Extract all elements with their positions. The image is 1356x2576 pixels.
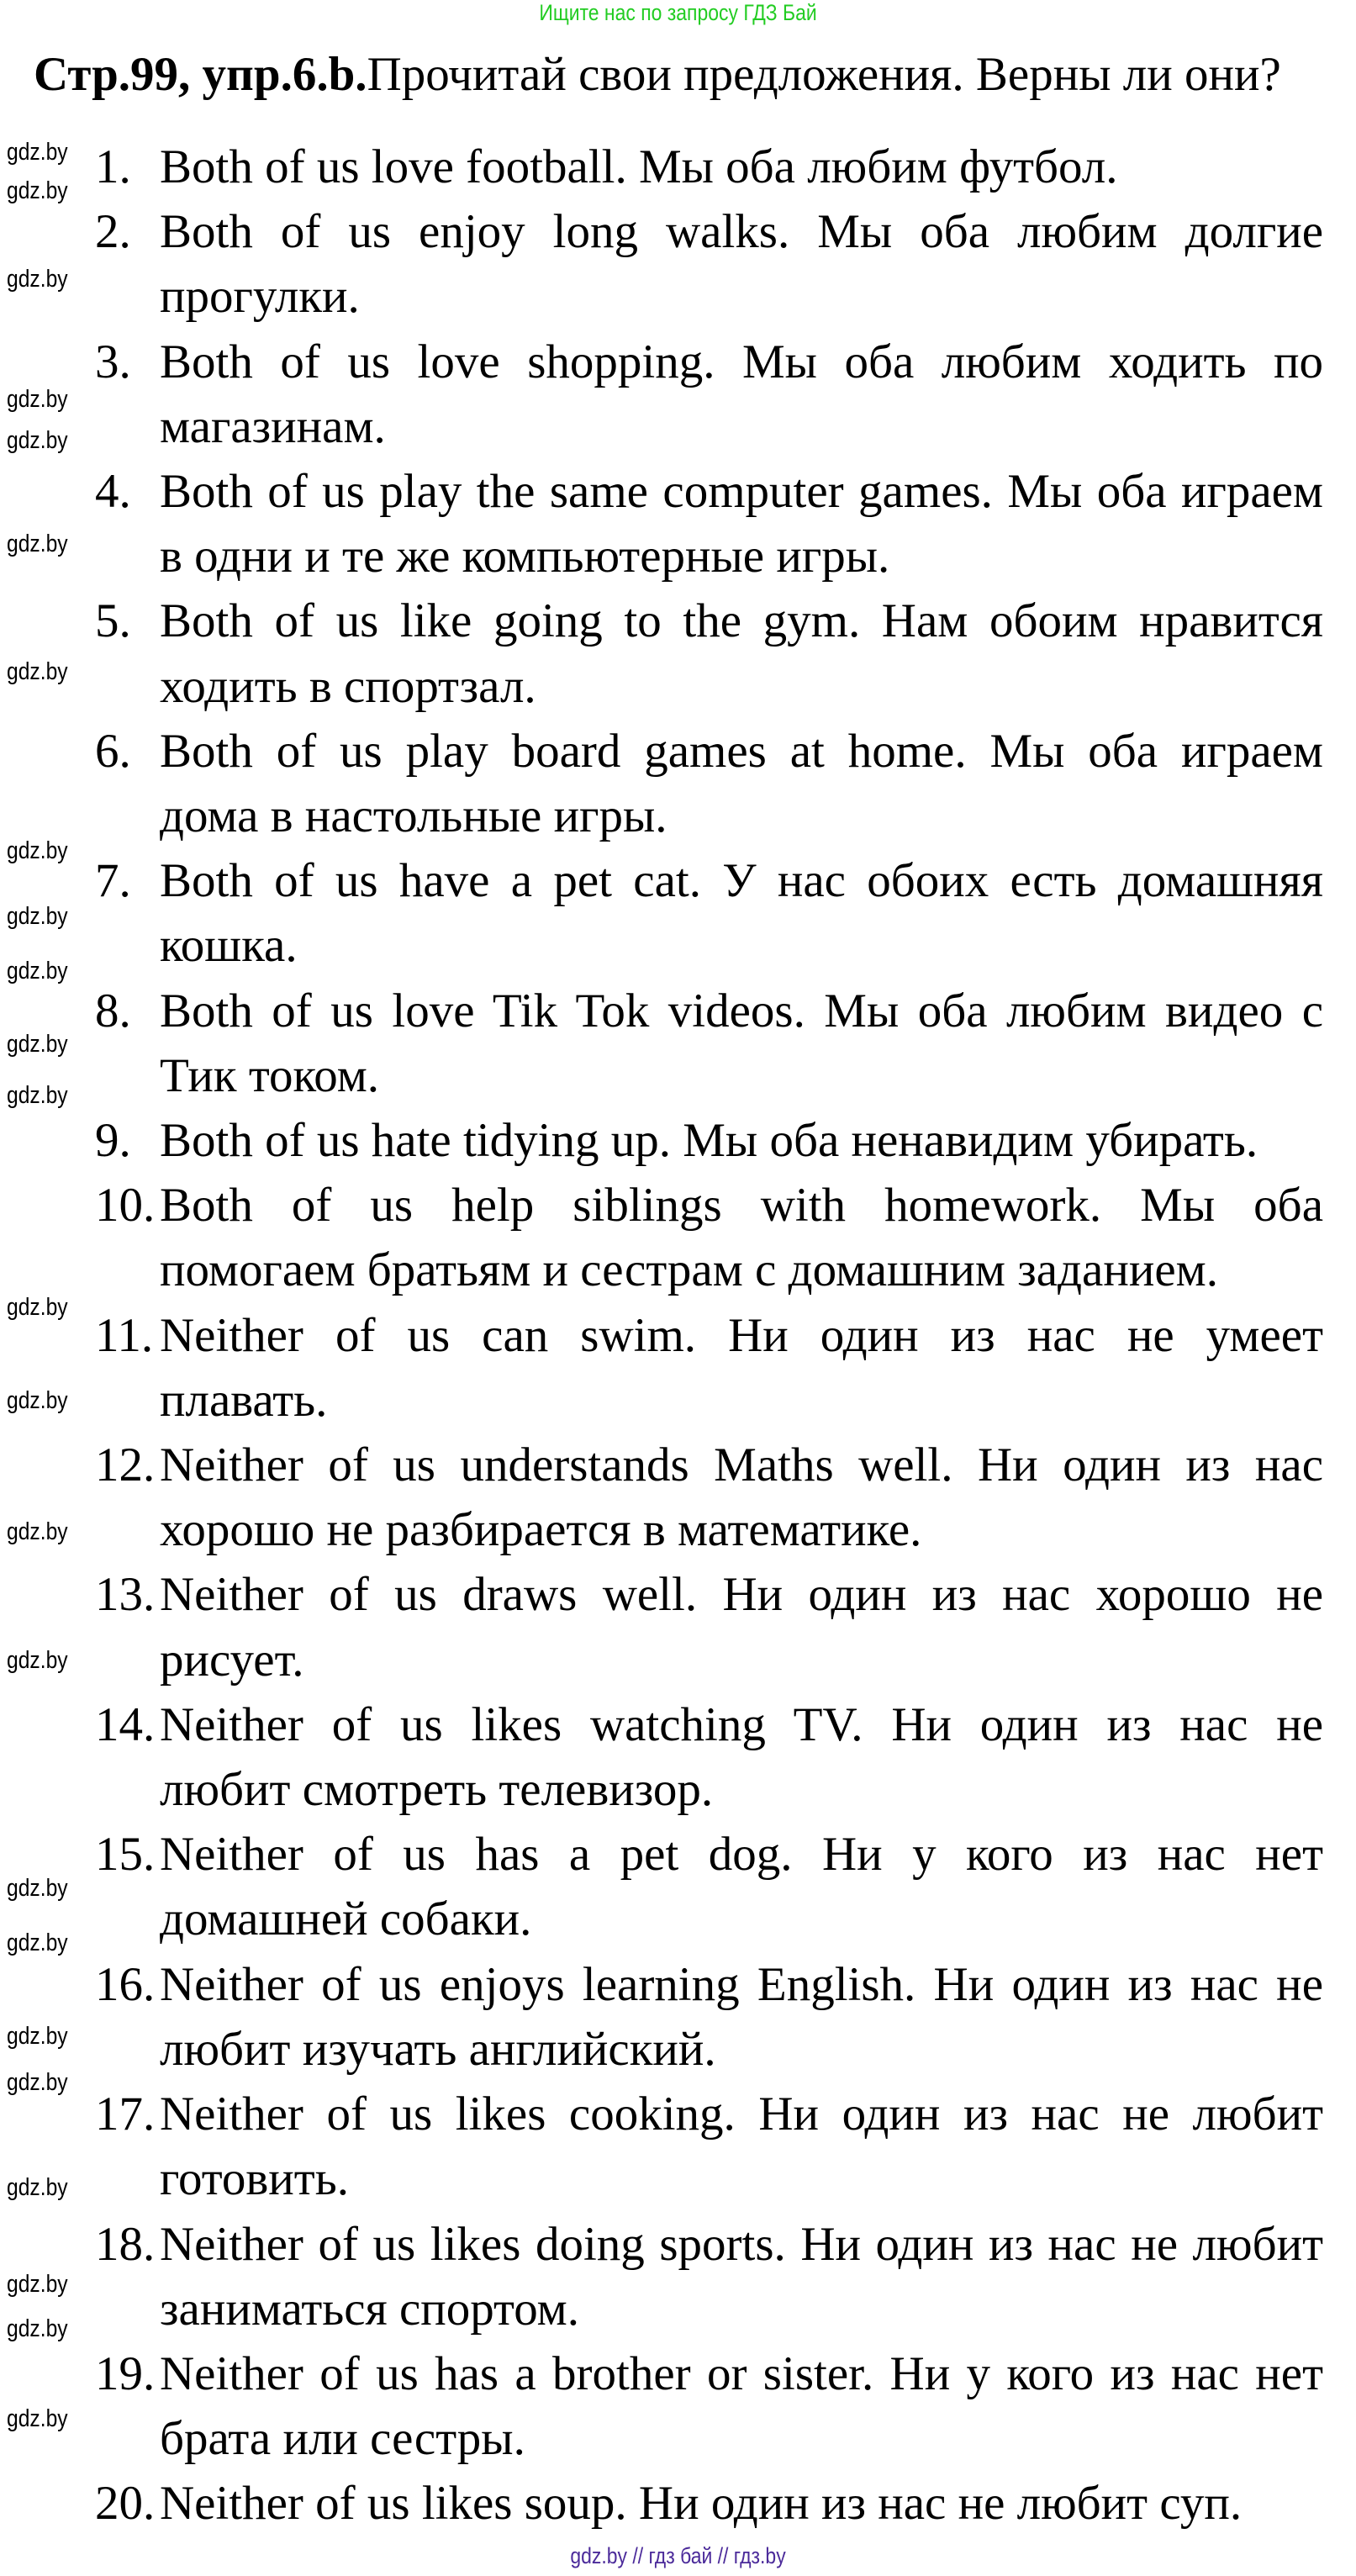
footer-links: gdz.by // гдз бай // гдз.by (570, 2543, 786, 2568)
item-text-line: дома в настольные игры. (160, 789, 667, 843)
watermark-text: gdz.by (7, 837, 68, 864)
item-text-line: Neither of us likes soup. Ни один из нас не любит суп. (160, 2477, 1243, 2531)
watermark-text: gdz.by (7, 658, 68, 685)
watermark-text: gdz.by (7, 1082, 68, 1109)
list-item (0, 1303, 1356, 1433)
item-text-line: хорошо не разбирается в математике. (160, 1503, 922, 1557)
list-item (0, 1952, 1356, 2082)
watermark-text: gdz.by (7, 1647, 68, 1674)
item-number: 11. (95, 1308, 154, 1362)
item-text-line: в одни и те же компьютерные игры. (160, 530, 890, 583)
item-text-line: домашней собаки. (160, 1892, 532, 1946)
watermark-text: gdz.by (7, 177, 68, 204)
answer-list (0, 135, 1356, 2536)
item-number: 19. (95, 2346, 156, 2400)
watermark-text: gdz.by (7, 903, 68, 930)
list-item (0, 1108, 1356, 1173)
list-item (0, 1433, 1356, 1562)
item-text-line: Тик током. (160, 1048, 380, 1102)
item-text-line: Both of us play the same computer games. Мы оба играем (160, 465, 1323, 519)
item-text-line: Both of us hate tidying up. Мы оба ненавидим убирать. (160, 1114, 1258, 1168)
item-text-line: Both of us enjoy long walks. Мы оба любим долгие (160, 205, 1323, 259)
watermark-text: gdz.by (7, 2023, 68, 2050)
item-number: 15. (95, 1828, 156, 1882)
list-item (0, 1562, 1356, 1692)
watermark-text: gdz.by (7, 2069, 68, 2096)
watermark-text: gdz.by (7, 427, 68, 454)
list-item (0, 2212, 1356, 2341)
item-number: 17. (95, 2088, 156, 2141)
item-text-line: плавать. (160, 1373, 328, 1427)
item-text-line: заниматься спортом. (160, 2282, 579, 2336)
item-number: 3. (95, 335, 131, 388)
watermark-text: gdz.by (7, 1875, 68, 1902)
item-text-line: Neither of us has a pet dog. Ни у кого из нас нет (160, 1828, 1323, 1882)
watermark-text: gdz.by (7, 1387, 68, 1414)
item-text-line: Both of us love football. Мы оба любим футбол. (160, 140, 1118, 193)
item-text-line: Neither of us enjoys learning English. Ни один из нас не (160, 1957, 1323, 2011)
item-number: 8. (95, 984, 131, 1037)
item-text-line: Neither of us can swim. Ни один из нас не умеет (160, 1308, 1323, 1362)
item-text-line: Both of us help siblings with homework. Мы оба (160, 1179, 1323, 1233)
item-number: 5. (95, 594, 131, 648)
item-text-line: брата или сестры. (160, 2412, 525, 2466)
item-text-line: любит изучать английский. (160, 2022, 716, 2076)
list-item (0, 2471, 1356, 2536)
list-item (0, 1692, 1356, 1822)
list-item (0, 589, 1356, 718)
item-text-line: прогулки. (160, 270, 360, 324)
watermark-text: gdz.by (7, 531, 68, 557)
watermark-text: gdz.by (7, 1031, 68, 1058)
item-number: 4. (95, 465, 131, 519)
item-text-line: рисует. (160, 1633, 304, 1687)
list-item (0, 459, 1356, 589)
watermark-text: gdz.by (7, 2174, 68, 2201)
item-number: 10. (95, 1179, 156, 1233)
list-item (0, 2341, 1356, 2471)
list-item (0, 199, 1356, 329)
item-text-line: Neither of us likes doing sports. Ни один из нас не любит (160, 2217, 1323, 2271)
watermark-text: gdz.by (7, 139, 68, 166)
exercise-reference: Стр.99, упр.6.b. (34, 48, 367, 101)
item-number: 1. (95, 140, 131, 193)
item-number: 13. (95, 1568, 156, 1622)
watermark-text: gdz.by (7, 1929, 68, 1956)
item-text-line: Both of us play board games at home. Мы оба играем (160, 724, 1323, 778)
list-item (0, 1822, 1356, 1951)
item-number: 18. (95, 2217, 156, 2271)
item-text-line: Neither of us likes watching TV. Ни один из нас не (160, 1697, 1323, 1751)
item-text-line: ходить в спортзал. (160, 659, 536, 713)
item-text-line: Neither of us draws well. Ни один из нас хорошо не (160, 1568, 1323, 1622)
list-item (0, 2082, 1356, 2211)
item-number: 20. (95, 2477, 156, 2531)
page-title (34, 42, 1328, 107)
list-item (0, 1173, 1356, 1302)
watermark-text: gdz.by (7, 386, 68, 413)
list-item (0, 979, 1356, 1108)
item-text-line: готовить. (160, 2152, 349, 2206)
item-text-line: помогаем братьям и сестрам с домашним заданием. (160, 1243, 1218, 1297)
item-text-line: Both of us have a pet cat. У нас обоих есть домашняя (160, 854, 1323, 908)
item-number: 12. (95, 1438, 156, 1492)
item-number: 7. (95, 854, 131, 908)
item-text-line: Both of us love shopping. Мы оба любим ходить по (160, 335, 1323, 388)
item-number: 9. (95, 1114, 131, 1168)
watermark-text: gdz.by (7, 958, 68, 984)
exercise-instruction: Прочитай свои предложения. Верны ли они? (367, 48, 1281, 101)
item-text-line: Neither of us has a brother or sister. Ни у кого из нас нет (160, 2346, 1323, 2400)
item-text-line: Both of us like going to the gym. Нам обоим нравится (160, 594, 1323, 648)
list-item (0, 719, 1356, 848)
watermark-text: gdz.by (7, 2271, 68, 2298)
list-item (0, 330, 1356, 459)
search-banner: Ищите нас по запросу ГДЗ Бай (539, 0, 817, 25)
watermark-text: gdz.by (7, 2315, 68, 2342)
watermark-text: gdz.by (7, 2405, 68, 2432)
item-text-line: Neither of us understands Maths well. Ни один из нас (160, 1438, 1323, 1492)
item-text-line: Neither of us likes cooking. Ни один из нас не любит (160, 2088, 1323, 2141)
item-text-line: кошка. (160, 919, 298, 973)
watermark-text: gdz.by (7, 1518, 68, 1545)
item-text-line: Both of us love Tik Tok videos. Мы оба любим видео с (160, 984, 1323, 1037)
item-number: 16. (95, 1957, 156, 2011)
item-number: 6. (95, 724, 131, 778)
list-item (0, 848, 1356, 978)
watermark-text: gdz.by (7, 1294, 68, 1321)
item-number: 2. (95, 205, 131, 259)
watermark-text: gdz.by (7, 266, 68, 293)
item-text-line: магазинам. (160, 399, 386, 453)
item-number: 14. (95, 1697, 156, 1751)
item-text-line: любит смотреть телевизор. (160, 1763, 714, 1817)
list-item (0, 135, 1356, 199)
